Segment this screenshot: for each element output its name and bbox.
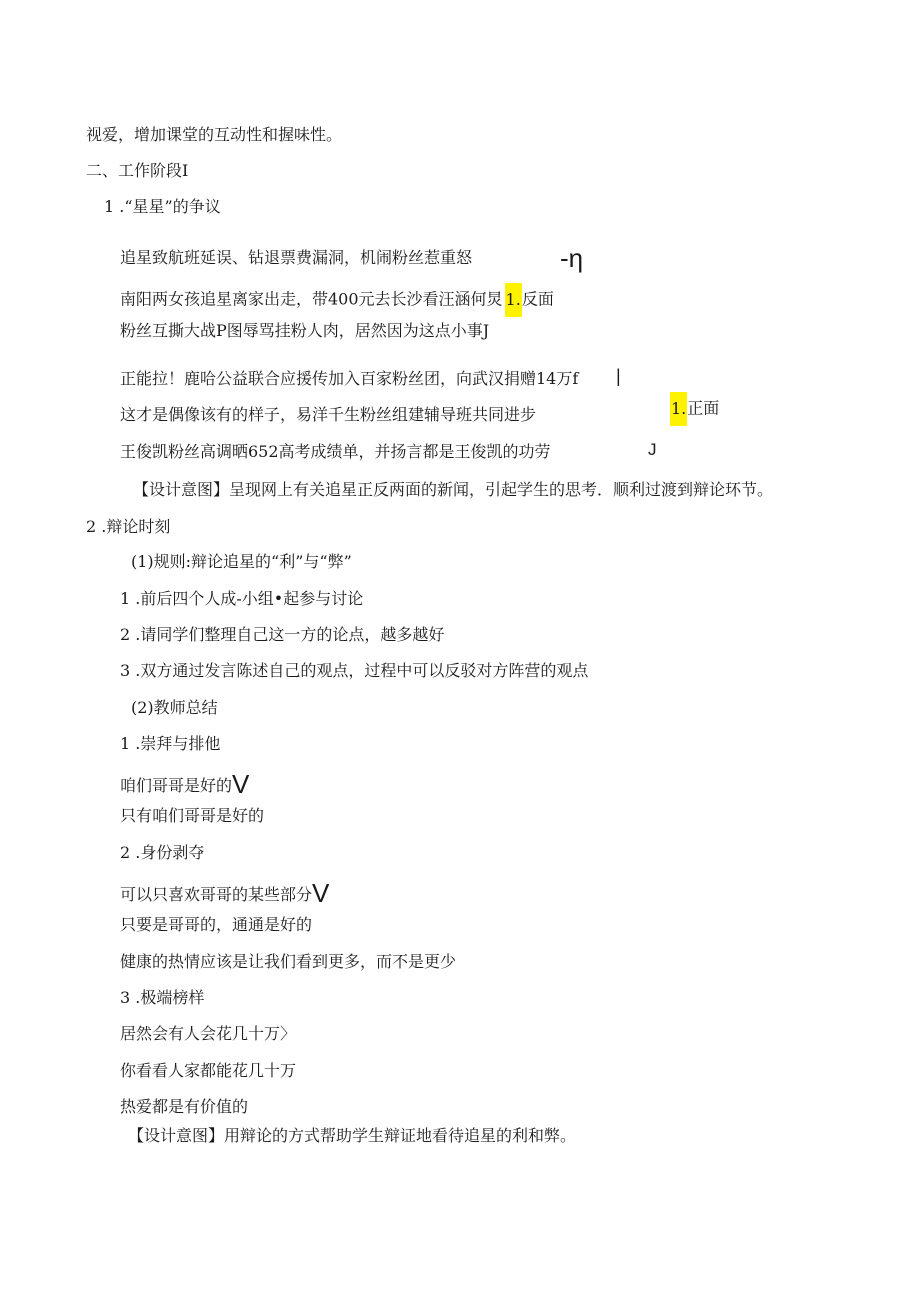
news-headline: 王俊凯粉丝高调晒652高考成绩单，并扬言都是王俊凯的功劳	[120, 442, 551, 461]
summary-line	[120, 878, 329, 906]
news-headline: 正能拉！鹿哈公益联合应援传加入百家粉丝团，向武汉捐赠14万f	[120, 369, 579, 388]
summary-line: 只要是哥哥的，通通是好的	[120, 915, 313, 934]
news-headline: 这才是偶像该有的样子，易洋千生粉丝组建辅导班共同进步	[120, 405, 537, 424]
check-mark: V	[232, 769, 250, 799]
highlight-number: 1.	[670, 392, 687, 426]
summary-line	[120, 769, 249, 797]
subsection-heading: (1)规则:辩论追星的“利”与“弊”	[131, 552, 352, 571]
item-heading: 2 .辩论时刻	[86, 517, 171, 536]
intro-text: 视爱，增加课堂的互动性和握味性。	[86, 125, 343, 144]
rule-item: 3 .双方通过发言陈述自己的观点，过程中可以反驳对方阵营的观点	[120, 661, 589, 680]
summary-line: 只有咱们哥哥是好的	[120, 806, 265, 825]
rule-item: 2 .请同学们整理自己这一方的论点，越多越好	[120, 625, 445, 644]
summary-line: 热爱都是有价值的	[120, 1097, 249, 1116]
check-mark: V	[312, 878, 330, 908]
summary-text: 可以只喜欢哥哥的某些部分	[120, 885, 313, 904]
summary-point-title: 3 .极端榜样	[120, 988, 205, 1007]
handwritten-mark: J	[648, 440, 657, 459]
news-headline: 粉丝互撕大战P图辱骂挂粉人肉，居然因为这点小事J	[120, 321, 490, 340]
summary-line: 居然会有人会花几十万〉	[120, 1024, 297, 1043]
summary-point-title: 1 .崇拜与排他	[120, 734, 221, 753]
news-headline	[120, 283, 554, 317]
news-headline: 追星致航班延误、钻退票费漏洞，机闹粉丝惹重怒	[120, 248, 473, 267]
summary-line: 健康的热情应该是让我们看到更多，而不是更少	[120, 952, 457, 971]
news-headline-text: 南阳两女孩追星离家出走，带400元去长沙看汪涵何炅	[120, 289, 503, 309]
category-marker	[670, 392, 719, 426]
summary-line: 你看看人家都能花几十万	[120, 1061, 297, 1080]
summary-point-title: 2 .身份剥夺	[120, 843, 205, 862]
handwritten-mark: |	[616, 366, 621, 386]
subsection-heading: (2)教师总结	[131, 698, 218, 717]
category-label: 正面	[687, 398, 720, 418]
item-heading: 1 .“星星”的争议	[104, 197, 221, 216]
section-heading: 二、工作阶段I	[86, 161, 189, 180]
rule-item: 1 .前后四个人成-小组•起参与讨论	[120, 589, 364, 608]
design-intent: 【设计意图】呈现网上有关追星正反两面的新闻，引起学生的思考．顺利过渡到辩论环节。	[133, 480, 774, 499]
handwritten-mark: -η	[560, 243, 584, 273]
highlight-number: 1.	[505, 283, 522, 317]
summary-text: 咱们哥哥是好的	[120, 776, 233, 795]
category-label: 反面	[521, 289, 554, 309]
design-intent: 【设计意图】用辩论的方式帮助学生辩证地看待追星的利和弊。	[128, 1126, 577, 1145]
